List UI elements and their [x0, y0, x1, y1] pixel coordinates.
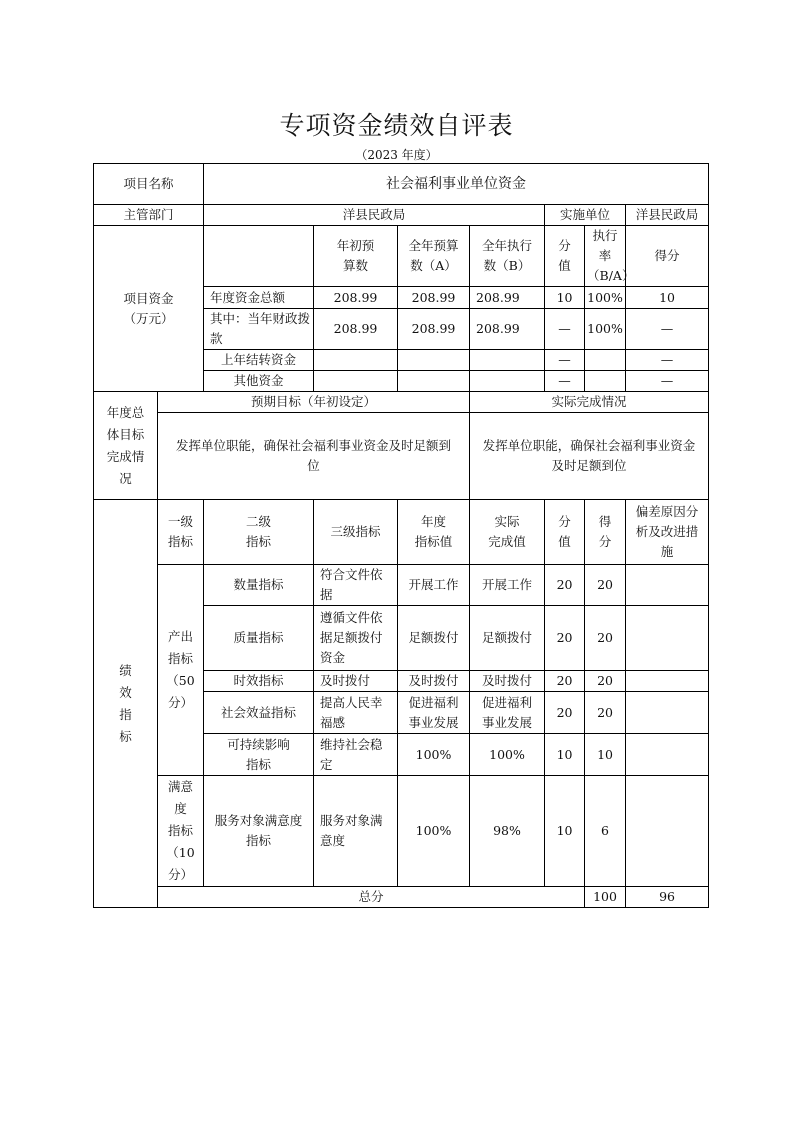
- level3-header: 三级指标: [314, 500, 398, 565]
- funds-exec: [470, 371, 545, 392]
- funds-annual: [398, 371, 470, 392]
- level2-cell: 服务对象满意度 指标: [204, 776, 314, 887]
- score-cell: 10: [545, 734, 585, 776]
- indicator-row: [94, 776, 709, 887]
- total-label: 总分: [158, 887, 585, 908]
- funds-score: —: [545, 309, 585, 350]
- target-cell: 足额拨付: [398, 606, 470, 671]
- target-cell: 100%: [398, 776, 470, 887]
- score-cell: 20: [545, 692, 585, 734]
- funds-row-label: 上年结转资金: [204, 350, 314, 371]
- target-cell: 及时拨付: [398, 671, 470, 692]
- level2-cell: 质量指标: [204, 606, 314, 671]
- funds-initial: [314, 350, 398, 371]
- project-name-row: [94, 164, 709, 205]
- level3-cell: 遵循文件依 据足额拨付 资金: [314, 606, 398, 671]
- score-cell: 10: [545, 776, 585, 887]
- actual-cell: 及时拨付: [470, 671, 545, 692]
- funds-initial: 208.99: [314, 287, 398, 309]
- actual-header: 实际 完成值: [470, 500, 545, 565]
- funds-annual: 208.99: [398, 287, 470, 309]
- deviation-cell: [626, 565, 709, 606]
- dept-label: 主管部门: [94, 205, 204, 226]
- initial-budget-header: 年初预 算数: [314, 226, 398, 287]
- funds-rate: [585, 350, 626, 371]
- got-header: 得 分: [585, 500, 626, 565]
- level3-cell: 维持社会稳 定: [314, 734, 398, 776]
- goals-content-row: [94, 413, 709, 500]
- funds-score: —: [545, 371, 585, 392]
- level2-cell: 社会效益指标: [204, 692, 314, 734]
- funds-row-label: 其他资金: [204, 371, 314, 392]
- funds-got: 10: [626, 287, 709, 309]
- department-row: [94, 205, 709, 226]
- funds-score: —: [545, 350, 585, 371]
- annual-budget-header: 全年预算 数（A）: [398, 226, 470, 287]
- score-header: 分 值: [545, 226, 585, 287]
- funds-exec: [470, 350, 545, 371]
- evaluation-table: [93, 163, 709, 908]
- actual-cell: 促进福利 事业发展: [470, 692, 545, 734]
- total-got: 96: [626, 887, 709, 908]
- funds-label: 项目资金 （万元）: [94, 226, 204, 392]
- got-cell: 6: [585, 776, 626, 887]
- got-cell: 20: [585, 692, 626, 734]
- exec-rate-header: 执行率 （B/A）: [585, 226, 626, 287]
- goals-label: 年度总 体目标 完成情 况: [94, 392, 158, 500]
- funds-got: —: [626, 371, 709, 392]
- funds-annual: 208.99: [398, 309, 470, 350]
- project-name-value: 社会福利事业单位资金: [204, 164, 709, 205]
- funds-rate: 100%: [585, 287, 626, 309]
- deviation-cell: [626, 692, 709, 734]
- goals-header-row: [94, 392, 709, 413]
- funds-exec: 208.99: [470, 309, 545, 350]
- expected-goal-text: 发挥单位职能，确保社会福利事业资金及时足额到 位: [158, 413, 470, 500]
- level3-cell: 及时拨付: [314, 671, 398, 692]
- funds-row-label: 年度资金总额: [204, 287, 314, 309]
- level3-cell: 提高人民幸 福感: [314, 692, 398, 734]
- target-header: 年度 指标值: [398, 500, 470, 565]
- level2-cell: 时效指标: [204, 671, 314, 692]
- indicator-header-row: [94, 500, 709, 565]
- target-cell: 促进福利 事业发展: [398, 692, 470, 734]
- target-cell: 100%: [398, 734, 470, 776]
- score-header: 分 值: [545, 500, 585, 565]
- level2-cell: 数量指标: [204, 565, 314, 606]
- deviation-cell: [626, 671, 709, 692]
- actual-completion-header: 实际完成情况: [470, 392, 709, 413]
- unit-value: 洋县民政局: [626, 205, 709, 226]
- funds-blank-header: [204, 226, 314, 287]
- deviation-cell: [626, 734, 709, 776]
- level2-cell: 可持续影响 指标: [204, 734, 314, 776]
- year-subtitle: （2023 年度）: [355, 148, 438, 162]
- funds-initial: 208.99: [314, 309, 398, 350]
- got-cell: 10: [585, 734, 626, 776]
- actual-cell: 100%: [470, 734, 545, 776]
- unit-label: 实施单位: [545, 205, 626, 226]
- dept-value: 洋县民政局: [204, 205, 545, 226]
- satisfaction-indicator-label: 满意 度 指标 （10 分）: [158, 776, 204, 887]
- project-name-label: 项目名称: [94, 164, 204, 205]
- funds-score: 10: [545, 287, 585, 309]
- score-cell: 20: [545, 671, 585, 692]
- funds-initial: [314, 371, 398, 392]
- deviation-cell: [626, 776, 709, 887]
- deviation-cell: [626, 606, 709, 671]
- level3-cell: 符合文件依 据: [314, 565, 398, 606]
- output-indicator-label: 产出 指标 （50 分）: [158, 565, 204, 776]
- actual-cell: 足额拨付: [470, 606, 545, 671]
- funds-annual: [398, 350, 470, 371]
- funds-exec: 208.99: [470, 287, 545, 309]
- deviation-header: 偏差原因分 析及改进措 施: [626, 500, 709, 565]
- indicators-label: 绩 效 指 标: [94, 500, 158, 908]
- got-cell: 20: [585, 565, 626, 606]
- level1-header: 一级 指标: [158, 500, 204, 565]
- actual-completion-text: 发挥单位职能，确保社会福利事业资金 及时足额到位: [470, 413, 709, 500]
- actual-cell: 开展工作: [470, 565, 545, 606]
- funds-rate: 100%: [585, 309, 626, 350]
- page-title: 专项资金绩效自评表: [279, 111, 514, 140]
- level2-header: 二级 指标: [204, 500, 314, 565]
- score-cell: 20: [545, 606, 585, 671]
- target-cell: 开展工作: [398, 565, 470, 606]
- got-cell: 20: [585, 606, 626, 671]
- got-score-header: 得分: [626, 226, 709, 287]
- actual-cell: 98%: [470, 776, 545, 887]
- funds-got: —: [626, 309, 709, 350]
- indicator-row: [94, 565, 709, 606]
- total-score: 100: [585, 887, 626, 908]
- expected-goal-header: 预期目标（年初设定）: [158, 392, 470, 413]
- got-cell: 20: [585, 671, 626, 692]
- score-cell: 20: [545, 565, 585, 606]
- funds-rate: [585, 371, 626, 392]
- funds-row-label: 其中：当年财政拨款: [204, 309, 314, 350]
- funds-got: —: [626, 350, 709, 371]
- annual-exec-header: 全年执行 数（B）: [470, 226, 545, 287]
- total-row: [94, 887, 709, 908]
- funds-header-row: [94, 226, 709, 287]
- level3-cell: 服务对象满 意度: [314, 776, 398, 887]
